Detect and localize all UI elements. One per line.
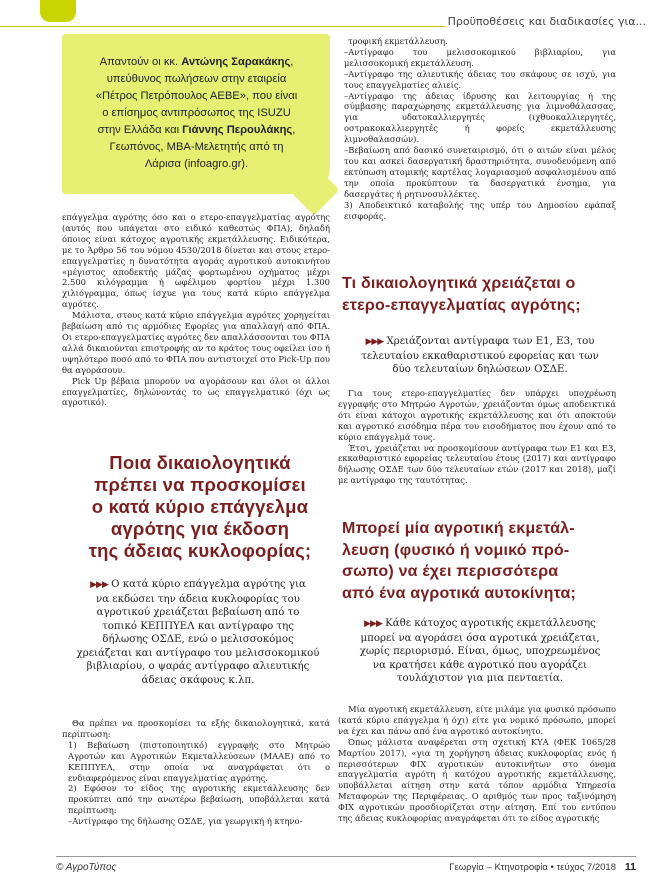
paragraph: Έτσι, χρειάζεται να προσκομίσουν αντίγραφα των Ε1 και Ε3, εκκαθαριστικό εφορείας τελευταίου έτους (2017) και αντίγραφο δήλωσης ΟΣΔΕ των δύο τελευταίων ετών (2017 και 2018), μαζί με αντίγραφο της ταυτότητας. [338,442,616,486]
lead-line: τοπικό ΚΕΠΠΥΕΛ και αντίγραφο της [102,620,294,632]
heading-line: Τι δικαιολογητικά χρειάζεται ο [342,275,576,292]
callout-line: Απαντούν οι κκ. [99,56,182,68]
callout-line: «Πέτρος Πετρόπουλος ΑΕΒΕ», που είναι [95,90,298,102]
arrows-icon: ▶▶▶ [90,580,108,590]
arrows-icon: ▶▶▶ [365,337,384,347]
footer-divider [56,856,636,857]
lead-line: βιβλιαρίου, ο ψαράς αντίγραφο αλιευτικής [86,661,310,672]
page-number: 11 [624,861,636,873]
heading-line: ετερο-επαγγελματίας αγρότης; [342,296,581,314]
publisher-logo: © ΑγροΤύπος [56,862,117,873]
right-body-top [338,36,616,221]
callout-name: Γιάννης Περουλάκης [182,124,293,136]
paragraph: Για τους ετερο-επαγγελματίες δεν υπάρχει υποχρέωση εγγραφής στο Μητρώο Αγροτών, χρειάζονται όμως αποδεικτικά ότι είναι κάτοχοι αγροτικής εκμετάλλευσης και ότι αποκτούν και αγροτικό εισόδημα πέρα του εισοδήματος που έχουν από το κύριο επάγγελμά τους. [338,388,616,442]
list-item: 2) Εφόσον το είδος της αγροτικής εκμετάλλευσης δεν προκύπτει από την ανωτέρω βεβαίωση, υποβάλλεται κατά περίπτωση: [68,783,330,816]
callout-line: Γεωπόνος, MBA-Μελετητής από τη [109,141,284,153]
header-divider [0,26,445,27]
heading-line: Ποια δικαιολογητικά [109,452,291,473]
header-decoration [40,0,76,22]
heading-line: πρέπει να προσκομίσει [94,474,306,495]
callout-text: Απαντούν οι κκ. Αντώνης Σαρακάκης, υπεύθυνος πωλήσεων στην εταιρεία «Πέτρος Πετρόπουλος ΑΕΒΕ», που είναι ο επίσημος αντιπρόσωπος της ISUZU στην Ελλάδα και Γιάννης Περουλάκης, Γεωπόνος, MBA-Μελετητής από τη Λάρισα (infoagro.gr). [75,54,318,173]
arrows-icon: ▶▶▶ [364,619,382,629]
lead-line: άδειας σκάφους κ.λπ. [141,674,255,686]
heading-line: σωπο) να έχει περισσότερα [342,563,559,580]
callout-line: στην Ελλάδα και [97,124,183,136]
lead-line: αγροτικού χρειάζεται βεβαίωση από το [96,607,300,618]
left-body-bottom [62,718,330,827]
callout-line: Λάρισα (infoagro.gr). [144,158,249,170]
heading-line: από ένα αγροτικά αυτοκίνητα; [342,584,577,602]
list-item: –Αντίγραφο της αλιευτικής άδειας του σκάφους σε ισχύ, για τους επαγγελματίες αλιείς. [344,68,616,90]
paragraph: Μάλιστα, στους κατά κύριο επάγγελμα αγρότες χορηγείται βεβαίωση από τις αρμόδιες Εφορίες για απαλλαγή από ΦΠΑ. Οι ετερο-επαγγελματίες αγρότες δεν απαλλάσσονται του ΦΠΑ αλλά δικαιούνται επιστροφής αν το κράτος τους οφείλει ίσο ή υψηλότερο ποσό από το ΦΠΑ που αντιστοιχεί στο Pick-Up που θα αγοράσουν. [62,310,330,375]
callout-line: ο επίσημος αντιπρόσωπος της ISUZU [102,107,291,119]
list-item: τροφική εκμετάλλευση. [348,36,448,46]
callout-name: Αντώνης Σαρακάκης [181,56,291,68]
lead-line: δήλωσης ΟΣΔΕ, ενώ ο μελισσοκόμος [102,634,294,645]
lead-line: Κάθε κάτοχος αγροτικής εκμετάλλευσης [381,618,596,629]
list-item: –Αντίγραφο της άδειας ίδρυσης και λειτουργίας ή της σύμβασης παραχώρησης εκμετάλλευσης για λιμνοθάλασσας, για υδατοκαλλιεργητές (ιχθυοκαλλιεργητές, οστρακοκαλλιεργητές ή φορείς εκμετάλλευσης λιμνοθαλασσών). [344,90,616,145]
right-body-middle [338,388,616,486]
section-heading [342,518,618,604]
lead-line: τελευταίου εκκαθαριστικού εφορείας και των [361,350,599,362]
list-item: 3) Αποδεικτικό καταβολής της υπέρ του Δημοσίου εφάπαξ εισφοράς. [344,199,616,221]
lead-paragraph [342,617,618,686]
list-item: –Βεβαίωση από δασικό συνεταιρισμό, ότι ο αιτών είναι μέλος του και ασκεί δασεργατική δραστηριότητα, συνοδευόμενη από εκτύπωση ατομικής καρτέλας λογαριασμού ασφαλισμένου από την οποία προκύπτουν τα δασεργατικά ένσημα, για δασεργάτες ή ρητινοσυλλέκτες. [344,145,616,199]
lead-line: να κρατήσει κάθε αγροτικό που αγοράζει [372,659,588,671]
paragraph: Θα πρέπει να προσκομίσει τα εξής δικαιολογητικά, κατά περίπτωση: [62,718,330,739]
lead-line: χωρίς περιορισμό. Είναι, όμως, υποχρεωμένος [359,646,601,657]
list-item: –Αντίγραφο του μελισσοκομικού βιβλιαρίου, για μελισσοκομική εκμετάλλευση. [344,46,616,68]
lead-line: τουλάχιστον για μια πενταετία. [396,673,564,684]
heading-line: λευση (φυσικό ή νομικό πρό- [342,541,570,559]
heading-line: Μπορεί μία αγροτική εκμετάλ- [342,520,575,537]
heading-line: αγρότης για έκδοση [110,518,290,539]
footer-issue: Γεωργία – Κτηνοτροφία • τεύχος 7/2018 [449,862,616,873]
lead-paragraph [342,335,618,377]
lead-line: να εκδώσει την άδεια κυκλοφορίας του [96,593,300,605]
list-item: 1) Βεβαίωση (πιστοποιητικό) εγγραφής στο Μητρώο Αγροτών και Αγροτικών Εκμεταλλεύσεων (ΜΑΑΕ) από το ΚΕΠΠΥΕΛ, στην οποία να αναγράφεται ότι ο ενδιαφερόμενος είναι επαγγελματίας αγρότης. [68,739,330,783]
lead-line: χρειάζεται και αντίγραφο του μελισσοκομικού [76,647,320,659]
left-body-top [62,212,330,408]
paragraph: Όπως μάλιστα αναφέρεται στη σχετική ΚΥΑ (ΦΕΚ 1065/28 Μαρτίου 2017), «για τη χορήγηση άδειας κυκλοφορίας ενός ή περισσότερων ΦΙΧ αγροτικών αυτοκινήτων στο όνομα επαγγελματία αγρότη ή κατόχου αγροτικής εκμετάλλευσης, υποβάλλεται αίτηση στην κατά τόπον αρμόδια Υπηρεσία Μεταφορών της Περιφέρειας. Ο αριθμός των προς ταξινόμηση ΦΙΧ αγροτικών προσδιορίζεται στην αίτηση. Επί του εντύπου της άδειας κυκλοφορίας αναγράφεται ότι το είδος αγροτικής [338,736,616,824]
section-heading [70,452,330,562]
section-heading [342,273,618,316]
callout-line: υπεύθυνος πωλήσεων στην εταιρεία [106,73,287,85]
list-item: –Αντίγραφο της δήλωσης ΟΣΔΕ, για γεωργική ή κτηνο- [68,816,303,827]
paragraph: επάγγελμα αγρότης όσο και ο ετερο-επαγγελματίας αγρότης (αυτός που υπάγεται στο ειδικό καθεστώς ΦΠΑ), δηλαδή όποιος είναι κάτοχος αγροτικής εκμετάλλευσης. Ειδικότερα, με το Άρθρο 56 του νόμου 4530/2018 δίνεται και στους ετερο-επαγγελματίες η δυνατότητα αγοράς αγροτικού αυτοκινήτου «μέγιστος αποδεκτής μάζας φορτωμένου οχήματος μέχρι 2.500 κιλόγραμμα ή ωφέλιμου φορτίου μέχρι 1.300 χιλιόγραμμα, όπως ίσχυε για τους κατά κύριο επάγγελμα αγρότες. [62,212,330,310]
running-title: Προϋποθέσεις και διαδικασίες για... [447,15,646,28]
right-body-bottom [338,704,616,824]
heading-line: ο κατά κύριο επάγγελμα [91,496,309,517]
lead-line: δύο τελευταίων δηλώσεων ΟΣΔΕ. [392,364,568,375]
lead-line: μπορεί να αγοράσει όσα αγροτικά χρειάζεται, [360,632,600,644]
paragraph: Μία αγροτική εκμετάλλευση, είτε μιλάμε για φυσικό πρόσωπο (κατά κύριο επάγγελμα ή όχι) είτε για νομικό πρόσωπο, μπορεί να έχει και πάνω από ένα αγροτικό αυτοκίνητο. [338,704,616,736]
lead-line: Ο κατά κύριο επάγγελμα αγρότης για [107,579,306,590]
lead-line: Χρειάζονται αντίγραφα των Ε1, Ε3, του [383,336,595,347]
lead-paragraph [66,578,330,687]
heading-line: της άδειας κυκλοφορίας; [88,540,312,561]
paragraph: Pick Up βέβαια μπορούν να αγοράσουν και όλοι οι άλλοι επαγγελματίες, δηλώνοντάς το ως επαγγελματικό (όχι ως αγροτικό). [62,375,330,408]
